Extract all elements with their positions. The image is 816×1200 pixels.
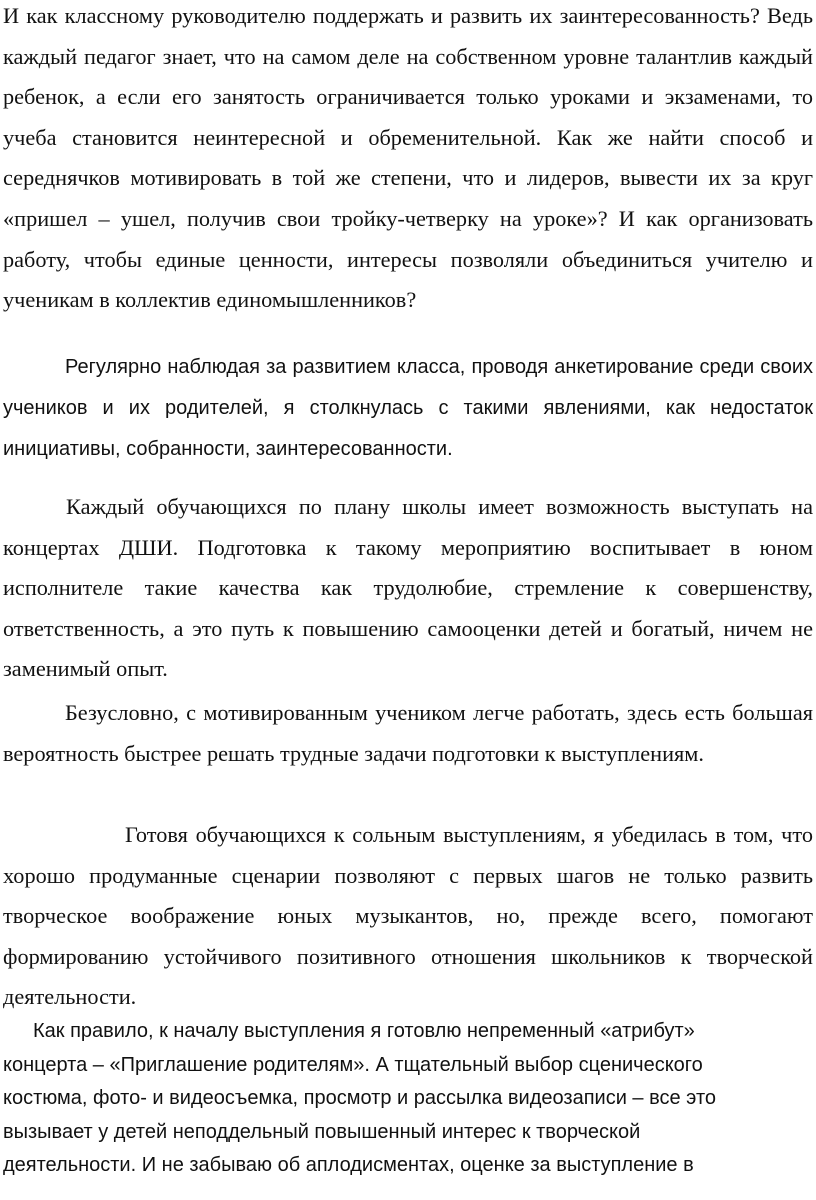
paragraph-concert-invitation: Как правило, к началу выступления я готовлю непременный «атрибут» концерта – «Приглашение родителям». А тщательный выбор сценического костюма, фото- и видеосъемка, просмотр и рассылка видеозаписи – все это вызывает у детей неподдельный повышенный интерес к творческой деятельности. И не забываю об аплодисментах, оценке за выступление в [3, 1020, 717, 1176]
paragraph-motivated-student: Безусловно, с мотивированным учеником легче работать, здесь есть большая вероятность быстрее решать трудные задачи подготовки к выступлениям. [3, 700, 813, 766]
paragraph-motivation-question: И как классному руководителю поддержать и развить их заинтересованность? Ведь каждый педагог знает, что на самом деле на собственном уровне талантлив каждый ребенок, а если его занятость ограничивается только уроками и экзаменами, то учеба становится неинтересной и обременительной. Как же найти способ и середнячков мотивировать в той же степени, что и лидеров, вывести их за круг «пришел – ушел, получив свои тройку-четверку на уроке»? И как организовать работу, чтобы единые ценности, интересы позволяли объединиться учителю и ученикам в коллектив единомышленников? [3, 3, 813, 313]
paragraph-solo-scenarios: Готовя обучающихся к сольным выступлениям, я убедилась в том, что хорошо продуманные сценарии позволяют с первых шагов не только развить творческое воображение юных музыкантов, но, прежде всего, помогают формированию устойчивого позитивного отношения школьников к творческой деятельности. [3, 822, 813, 1010]
paragraph-concert-performance: Каждый обучающихся по плану школы имеет возможность выступать на концертах ДШИ. Подготовка к такому мероприятию воспитывает в юном исполнителе такие качества как трудолюбие, стремление к совершенству, ответственность, а это путь к повышению самооценки детей и богатый, ничем не заменимый опыт. [3, 494, 813, 682]
paragraph-class-observation: Регулярно наблюдая за развитием класса, проводя анкетирование среди своих учеников и их родителей, я столкнулась с такими явлениями, как недостаток инициативы, собранности, заинтересованности. [3, 356, 813, 460]
